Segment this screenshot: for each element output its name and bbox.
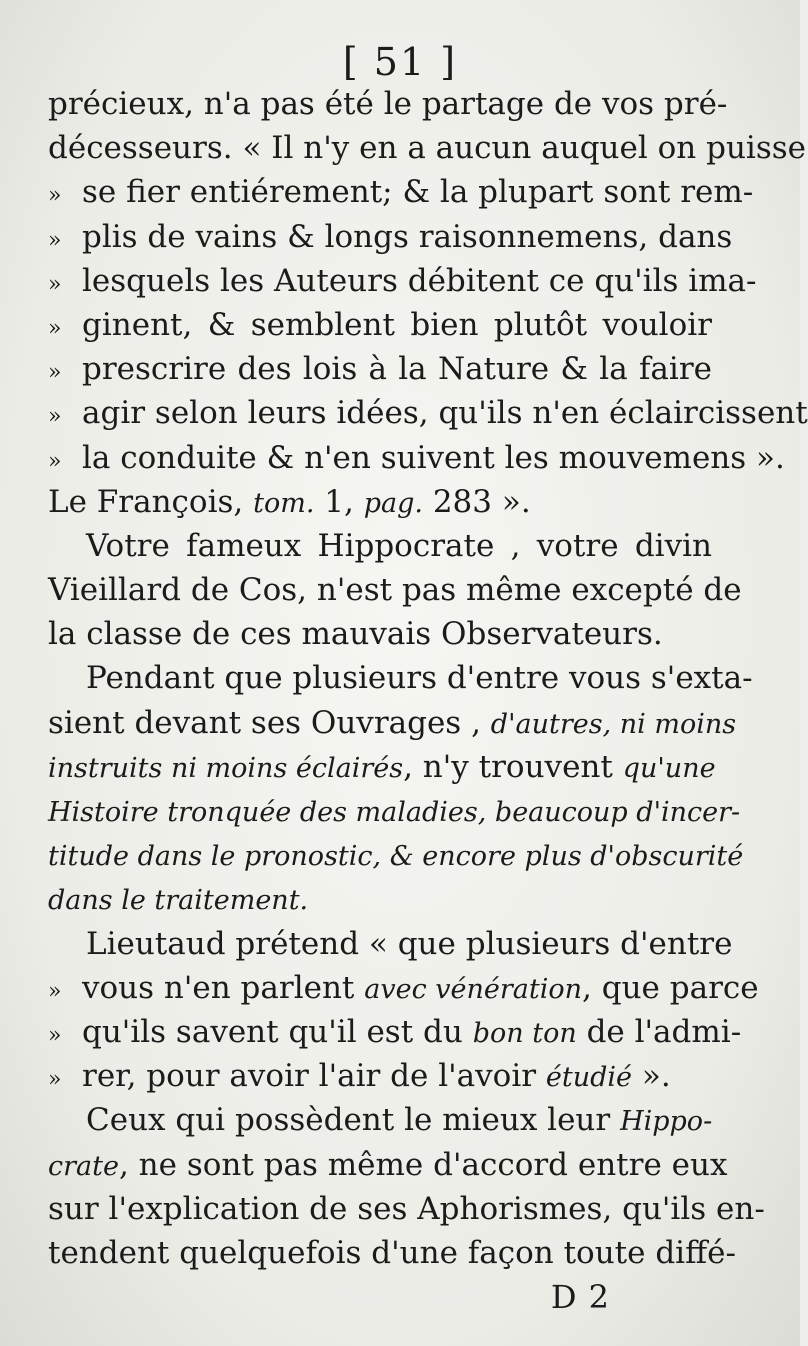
- text-run: Lieutaud prétend « que plusieurs d'entre: [86, 925, 733, 962]
- text-run: de l'admi-: [576, 1013, 742, 1050]
- quote-mark: »: [48, 448, 62, 474]
- italic-text: pag.: [363, 487, 423, 519]
- quote-mark: »: [48, 360, 62, 386]
- text-line: [48, 656, 753, 700]
- text-run: lesquels les Auteurs débitent ce qu'ils ima-: [82, 262, 757, 299]
- text-line: [48, 170, 754, 214]
- text-run: ».: [632, 1058, 671, 1095]
- text-line: [48, 1143, 728, 1187]
- text-run: décesseurs. « Il n'y en a aucun auquel on puisse: [48, 130, 806, 167]
- text-line: [48, 877, 712, 921]
- text-line: [48, 480, 712, 524]
- page-number-header: [ 51 ]: [342, 40, 458, 84]
- text-line: [48, 303, 712, 347]
- text-line: [48, 391, 808, 435]
- text-run: la conduite & n'en suivent les mouvemens ».: [82, 439, 785, 476]
- text-run: Pendant que plusieurs d'entre vous s'exta-: [86, 660, 753, 697]
- text-line: [48, 1098, 712, 1142]
- text-run: Le François,: [48, 483, 254, 520]
- text-run: sur l'explication de ses Aphorismes, qu'ils en-: [48, 1190, 765, 1227]
- text-run: 1,: [314, 483, 364, 520]
- text-line: [48, 259, 757, 303]
- italic-text: qu'une: [622, 752, 716, 784]
- text-line: [48, 745, 716, 789]
- text-run: , que parce: [582, 969, 759, 1006]
- italic-text: d'autres, ni moins: [490, 708, 737, 740]
- text-run: , n'y trouvent: [403, 748, 623, 785]
- text-run: se fier entiérement; & la plupart sont rem-: [82, 174, 754, 211]
- text-run: Votre fameux Hippocrate , votre divin: [86, 527, 712, 564]
- italic-text: crate: [48, 1150, 119, 1182]
- text-run: plis de vains & longs raisonnemens, dans: [82, 218, 733, 255]
- quote-mark: »: [48, 271, 62, 297]
- body-text: [48, 82, 808, 1275]
- text-line: [48, 347, 712, 391]
- text-line: [48, 1054, 712, 1098]
- quote-mark: »: [48, 227, 62, 253]
- quote-mark: »: [48, 183, 62, 209]
- text-line: [48, 1010, 742, 1054]
- quote-mark: »: [48, 1022, 62, 1048]
- text-line: [48, 126, 806, 170]
- italic-text: dans le traitement.: [48, 885, 309, 917]
- text-line: [48, 1187, 765, 1231]
- quote-mark: »: [48, 1067, 62, 1093]
- italic-text: Histoire tronquée des maladies, beaucoup d'incer-: [48, 797, 741, 828]
- text-run: , ne sont pas même d'accord entre eux: [118, 1146, 728, 1183]
- text-run: 283 ».: [422, 483, 531, 520]
- text-line: [48, 922, 733, 966]
- text-line: [48, 701, 737, 745]
- quote-mark: »: [48, 315, 62, 341]
- italic-text: bon ton: [472, 1017, 577, 1049]
- text-run: vous n'en parlent: [82, 969, 365, 1006]
- text-run: agir selon leurs idées, qu'ils n'en éclaircissent: [82, 395, 808, 432]
- text-run: ginent, & semblent bien plutôt vouloir: [82, 306, 712, 343]
- text-run: rer, pour avoir l'air de l'avoir: [82, 1058, 546, 1095]
- italic-text: tom.: [253, 487, 315, 519]
- quote-mark: »: [48, 404, 62, 430]
- text-line: [48, 524, 712, 568]
- text-run: sient devant ses Ouvrages ,: [48, 704, 491, 741]
- quote-mark: »: [48, 978, 62, 1004]
- text-line: [48, 82, 728, 126]
- text-run: tendent quelquefois d'une façon toute diffé-: [48, 1234, 736, 1271]
- text-line: [48, 612, 712, 656]
- text-run: Ceux qui possèdent le mieux leur: [86, 1102, 621, 1139]
- italic-text: étudié: [545, 1062, 633, 1094]
- text-line: [48, 833, 744, 877]
- text-line: [48, 789, 741, 833]
- text-run: précieux, n'a pas été le partage de vos pré-: [48, 86, 728, 122]
- text-line: [48, 436, 785, 480]
- italic-text: avec vénération: [364, 973, 583, 1005]
- text-line: [48, 1231, 736, 1275]
- text-line: [48, 215, 733, 259]
- text-run: Vieillard de Cos, n'est pas même excepté de: [48, 572, 742, 609]
- text-run: qu'ils savent qu'il est du: [82, 1013, 473, 1050]
- text-line: [48, 568, 742, 612]
- italic-text: titude dans le pronostic, & encore plus d'obscurité: [48, 841, 744, 873]
- text-run: la classe de ces mauvais Observateurs.: [48, 616, 663, 653]
- italic-text: instruits ni moins éclairés: [48, 752, 404, 784]
- italic-text: Hippo-: [620, 1106, 713, 1138]
- text-run: prescrire des lois à la Nature & la faire: [82, 351, 712, 388]
- signature-mark: D 2: [550, 1278, 610, 1316]
- text-line: [48, 966, 759, 1010]
